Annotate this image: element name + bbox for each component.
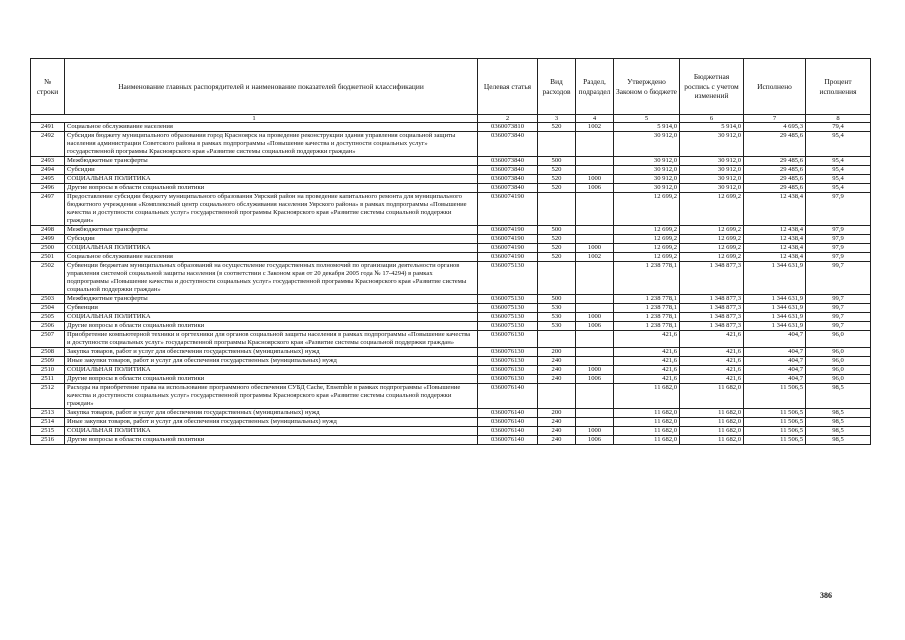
cell-approved: 11 682,0 [614, 436, 680, 445]
table-row [31, 384, 871, 409]
cell-target: 0360075130 [478, 322, 538, 331]
cell-row-no: 2496 [31, 184, 65, 193]
cell-row-no: 2513 [31, 409, 65, 418]
cell-name: Предоставление субсидии бюджету муниципального образования Уярский район на проведение капитального ремонта для муниципального бюджетного учреждения «Комплексный центр социального обслуживания населения Уярского района» в рамках подпрограммы «Повышение качества и доступности социальных услуг» государственной программы Красноярского края «Развитие системы социальной поддержки граждан» [65, 193, 478, 226]
cell-target: 0360074190 [478, 253, 538, 262]
cell-percent: 98,5 [806, 427, 871, 436]
cell-row-no: 2511 [31, 375, 65, 384]
cell-percent: 95,4 [806, 132, 871, 157]
cell-target: 0360076140 [478, 436, 538, 445]
cell-executed: 1 344 631,9 [744, 262, 806, 295]
cell-row-no: 2492 [31, 132, 65, 157]
column-number-2: 2 [478, 115, 538, 123]
cell-row-no: 2500 [31, 244, 65, 253]
cell-percent: 95,4 [806, 184, 871, 193]
cell-kind: 530 [538, 313, 576, 322]
cell-name: СОЦИАЛЬНАЯ ПОЛИТИКА [65, 313, 478, 322]
cell-budget: 11 682,0 [680, 409, 744, 418]
table-row [31, 175, 871, 184]
cell-kind: 530 [538, 322, 576, 331]
cell-kind: 240 [538, 427, 576, 436]
cell-budget: 1 348 877,3 [680, 313, 744, 322]
header-name: Наименование главных распорядителей и наименование показателей бюджетной классификации [65, 59, 478, 115]
cell-section [576, 226, 614, 235]
cell-kind: 500 [538, 295, 576, 304]
table-row [31, 262, 871, 295]
cell-approved: 30 912,0 [614, 132, 680, 157]
cell-budget: 30 912,0 [680, 184, 744, 193]
cell-budget: 11 682,0 [680, 384, 744, 409]
cell-kind: 240 [538, 366, 576, 375]
cell-kind: 520 [538, 184, 576, 193]
cell-executed: 1 344 631,9 [744, 304, 806, 313]
cell-executed: 404,7 [744, 331, 806, 348]
cell-kind: 520 [538, 235, 576, 244]
cell-target: 0360076130 [478, 348, 538, 357]
cell-section [576, 357, 614, 366]
cell-percent: 99,7 [806, 313, 871, 322]
cell-name: Другие вопросы в области социальной политики [65, 436, 478, 445]
cell-section: 1006 [576, 184, 614, 193]
cell-kind: 520 [538, 123, 576, 132]
cell-kind: 200 [538, 348, 576, 357]
cell-executed: 404,7 [744, 348, 806, 357]
cell-kind [538, 384, 576, 409]
cell-percent: 99,7 [806, 262, 871, 295]
column-number-1: 1 [31, 115, 478, 123]
cell-name: СОЦИАЛЬНАЯ ПОЛИТИКА [65, 427, 478, 436]
cell-section [576, 157, 614, 166]
cell-budget: 1 348 877,3 [680, 304, 744, 313]
cell-name: Расходы на приобретение права на использование программного обеспечения СУБД Cache, Ensemble в рамках подпрограммы «Повышение качества и доступности социальных услуг» государственной программы Красноярского края «Развитие системы социальной поддержки граждан» [65, 384, 478, 409]
cell-row-no: 2507 [31, 331, 65, 348]
cell-budget: 1 348 877,3 [680, 322, 744, 331]
cell-budget: 421,6 [680, 366, 744, 375]
cell-approved: 30 912,0 [614, 166, 680, 175]
cell-name: СОЦИАЛЬНАЯ ПОЛИТИКА [65, 175, 478, 184]
cell-row-no: 2504 [31, 304, 65, 313]
cell-percent: 79,4 [806, 123, 871, 132]
cell-section [576, 418, 614, 427]
cell-target: 0360076130 [478, 366, 538, 375]
cell-section: 1002 [576, 123, 614, 132]
cell-name: Закупка товаров, работ и услуг для обеспечения государственных (муниципальных) нужд [65, 409, 478, 418]
cell-percent: 98,5 [806, 409, 871, 418]
cell-approved: 5 914,0 [614, 123, 680, 132]
cell-executed: 11 506,5 [744, 427, 806, 436]
table-body [31, 123, 871, 445]
cell-budget: 11 682,0 [680, 427, 744, 436]
cell-name: Субвенции бюджетам муниципальных образований на осуществление государственных полномочий по организации деятельности органов управления системой социальной защиты населения (в соответствии с Законом края от 20 декабря 2005 года № 17-4294) в рамках подпрограммы «Повышение качества и доступности социальных услуг» государственной программы Красноярского края «Развитие системы социальной поддержки граждан» [65, 262, 478, 295]
cell-kind [538, 193, 576, 226]
cell-budget: 11 682,0 [680, 418, 744, 427]
cell-executed: 29 485,6 [744, 175, 806, 184]
cell-percent: 99,7 [806, 295, 871, 304]
cell-executed: 404,7 [744, 366, 806, 375]
cell-kind: 240 [538, 357, 576, 366]
cell-kind: 520 [538, 166, 576, 175]
cell-approved: 12 699,2 [614, 253, 680, 262]
cell-budget: 12 699,2 [680, 253, 744, 262]
cell-percent: 95,4 [806, 157, 871, 166]
table-row [31, 357, 871, 366]
cell-executed: 1 344 631,9 [744, 322, 806, 331]
cell-section [576, 132, 614, 157]
cell-percent: 96,0 [806, 357, 871, 366]
cell-approved: 12 699,2 [614, 193, 680, 226]
cell-percent: 98,5 [806, 436, 871, 445]
cell-percent: 99,7 [806, 322, 871, 331]
cell-kind: 240 [538, 375, 576, 384]
table-row [31, 166, 871, 175]
cell-section: 1000 [576, 366, 614, 375]
cell-row-no: 2503 [31, 295, 65, 304]
cell-target: 0360076140 [478, 409, 538, 418]
cell-executed: 12 438,4 [744, 235, 806, 244]
header-target: Целевая статья [478, 59, 538, 115]
cell-row-no: 2494 [31, 166, 65, 175]
cell-name: Субсидии [65, 166, 478, 175]
cell-budget: 421,6 [680, 348, 744, 357]
cell-percent: 96,0 [806, 366, 871, 375]
cell-kind: 520 [538, 244, 576, 253]
cell-percent: 97,9 [806, 253, 871, 262]
cell-row-no: 2491 [31, 123, 65, 132]
table-row [31, 366, 871, 375]
cell-approved: 1 238 778,1 [614, 322, 680, 331]
cell-row-no: 2508 [31, 348, 65, 357]
cell-section [576, 166, 614, 175]
cell-budget: 12 699,2 [680, 226, 744, 235]
cell-target: 0360074190 [478, 244, 538, 253]
cell-name: Приобретение компьютерной техники и оргтехники для органов социальной защиты населения в рамках подпрограммы «Повышение качества и доступности социальных услуг» государственной программы Красноярского края «Развитие системы социальной поддержки граждан» [65, 331, 478, 348]
cell-percent: 97,9 [806, 235, 871, 244]
cell-row-no: 2502 [31, 262, 65, 295]
cell-row-no: 2516 [31, 436, 65, 445]
table-row [31, 304, 871, 313]
cell-executed: 12 438,4 [744, 253, 806, 262]
cell-row-no: 2515 [31, 427, 65, 436]
column-number-7: 7 [744, 115, 806, 123]
table-row [31, 331, 871, 348]
cell-row-no: 2506 [31, 322, 65, 331]
cell-name: Субсидии [65, 235, 478, 244]
cell-approved: 11 682,0 [614, 427, 680, 436]
cell-name: Закупка товаров, работ и услуг для обеспечения государственных (муниципальных) нужд [65, 348, 478, 357]
cell-approved: 421,6 [614, 357, 680, 366]
cell-executed: 1 344 631,9 [744, 295, 806, 304]
cell-target: 0360075130 [478, 295, 538, 304]
cell-percent: 97,9 [806, 244, 871, 253]
cell-budget: 421,6 [680, 331, 744, 348]
cell-executed: 12 438,4 [744, 226, 806, 235]
budget-table-container [30, 58, 870, 445]
cell-name: Социальное обслуживание населения [65, 253, 478, 262]
cell-name: Межбюджетные трансферты [65, 157, 478, 166]
cell-name: Социальное обслуживание населения [65, 123, 478, 132]
table-row [31, 375, 871, 384]
cell-kind [538, 331, 576, 348]
cell-executed: 29 485,6 [744, 157, 806, 166]
table-row [31, 409, 871, 418]
table-row [31, 193, 871, 226]
cell-target: 0360076140 [478, 384, 538, 409]
cell-kind: 520 [538, 253, 576, 262]
cell-budget: 12 699,2 [680, 244, 744, 253]
cell-executed: 29 485,6 [744, 166, 806, 175]
cell-name: Другие вопросы в области социальной политики [65, 184, 478, 193]
cell-section [576, 331, 614, 348]
header-row [31, 59, 871, 115]
cell-target: 0360074190 [478, 235, 538, 244]
cell-name: Межбюджетные трансферты [65, 295, 478, 304]
table-row [31, 436, 871, 445]
cell-executed: 11 506,5 [744, 418, 806, 427]
cell-percent: 98,5 [806, 384, 871, 409]
cell-approved: 12 699,2 [614, 226, 680, 235]
cell-budget: 12 699,2 [680, 193, 744, 226]
cell-row-no: 2509 [31, 357, 65, 366]
column-number-6: 6 [680, 115, 744, 123]
cell-name: Иные закупки товаров, работ и услуг для обеспечения государственных (муниципальных) нужд [65, 418, 478, 427]
header-budget: Бюджетная роспись с учетом изменений [680, 59, 744, 115]
column-number-5: 5 [614, 115, 680, 123]
cell-approved: 11 682,0 [614, 384, 680, 409]
cell-name: Другие вопросы в области социальной политики [65, 322, 478, 331]
cell-budget: 1 348 877,3 [680, 262, 744, 295]
cell-section [576, 409, 614, 418]
cell-name: СОЦИАЛЬНАЯ ПОЛИТИКА [65, 366, 478, 375]
table-row [31, 313, 871, 322]
cell-percent: 96,0 [806, 331, 871, 348]
cell-section: 1000 [576, 175, 614, 184]
cell-percent: 95,4 [806, 175, 871, 184]
cell-row-no: 2510 [31, 366, 65, 375]
header-percent: Процент исполнения [806, 59, 871, 115]
header-kind: Вид расходов [538, 59, 576, 115]
cell-percent: 96,0 [806, 375, 871, 384]
cell-section [576, 304, 614, 313]
cell-kind: 240 [538, 436, 576, 445]
cell-kind: 240 [538, 418, 576, 427]
cell-target: 0360073810 [478, 123, 538, 132]
cell-name: Иные закупки товаров, работ и услуг для обеспечения государственных (муниципальных) нужд [65, 357, 478, 366]
cell-row-no: 2501 [31, 253, 65, 262]
cell-section: 1000 [576, 244, 614, 253]
cell-budget: 421,6 [680, 375, 744, 384]
cell-budget: 5 914,0 [680, 123, 744, 132]
cell-approved: 12 699,2 [614, 235, 680, 244]
cell-executed: 11 506,5 [744, 409, 806, 418]
cell-target: 0360075130 [478, 262, 538, 295]
cell-approved: 421,6 [614, 331, 680, 348]
cell-target: 0360074190 [478, 226, 538, 235]
page-number: 386 [820, 591, 832, 600]
cell-executed: 404,7 [744, 357, 806, 366]
cell-name: СОЦИАЛЬНАЯ ПОЛИТИКА [65, 244, 478, 253]
cell-name: Субсидия бюджету муниципального образования город Красноярск на проведение реконструкции здания управления социальной защиты населения администрации Советского района в рамках подпрограммы «Повышение качества и доступности социальных услуг» государственной программы Красноярского края «Развитие системы социальной поддержки граждан» [65, 132, 478, 157]
table-row [31, 123, 871, 132]
cell-approved: 421,6 [614, 375, 680, 384]
cell-row-no: 2505 [31, 313, 65, 322]
table-row [31, 253, 871, 262]
cell-kind: 200 [538, 409, 576, 418]
cell-section: 1000 [576, 313, 614, 322]
cell-approved: 30 912,0 [614, 184, 680, 193]
cell-executed: 29 485,6 [744, 184, 806, 193]
cell-section [576, 193, 614, 226]
cell-percent: 97,9 [806, 226, 871, 235]
cell-approved: 421,6 [614, 348, 680, 357]
cell-target: 0360075130 [478, 304, 538, 313]
table-row [31, 295, 871, 304]
cell-budget: 421,6 [680, 357, 744, 366]
cell-approved: 1 238 778,1 [614, 304, 680, 313]
table-row [31, 184, 871, 193]
cell-section: 1002 [576, 253, 614, 262]
cell-section [576, 262, 614, 295]
cell-executed: 11 506,5 [744, 436, 806, 445]
cell-row-no: 2499 [31, 235, 65, 244]
column-number-4: 4 [576, 115, 614, 123]
cell-executed: 29 485,6 [744, 132, 806, 157]
cell-budget: 11 682,0 [680, 436, 744, 445]
cell-kind [538, 132, 576, 157]
table-row [31, 244, 871, 253]
cell-target: 0360073840 [478, 157, 538, 166]
table-row [31, 157, 871, 166]
cell-kind: 530 [538, 304, 576, 313]
cell-percent: 99,7 [806, 304, 871, 313]
column-number-row [31, 115, 871, 123]
cell-target: 0360076140 [478, 418, 538, 427]
cell-percent: 96,0 [806, 348, 871, 357]
cell-budget: 30 912,0 [680, 175, 744, 184]
cell-approved: 1 238 778,1 [614, 313, 680, 322]
table-row [31, 418, 871, 427]
cell-target: 0360073840 [478, 175, 538, 184]
cell-row-no: 2493 [31, 157, 65, 166]
cell-budget: 30 912,0 [680, 132, 744, 157]
cell-section [576, 295, 614, 304]
cell-budget: 1 348 877,3 [680, 295, 744, 304]
cell-kind: 520 [538, 175, 576, 184]
cell-approved: 12 699,2 [614, 244, 680, 253]
cell-approved: 30 912,0 [614, 157, 680, 166]
cell-target: 0360076130 [478, 331, 538, 348]
cell-executed: 1 344 631,9 [744, 313, 806, 322]
cell-target: 0360073840 [478, 132, 538, 157]
budget-table [30, 58, 871, 445]
cell-approved: 11 682,0 [614, 409, 680, 418]
cell-section: 1006 [576, 436, 614, 445]
cell-name: Субвенции [65, 304, 478, 313]
cell-percent: 98,5 [806, 418, 871, 427]
cell-section [576, 235, 614, 244]
cell-kind: 500 [538, 157, 576, 166]
cell-section [576, 348, 614, 357]
cell-section: 1006 [576, 375, 614, 384]
header-approved: Утверждено Законом о бюджете [614, 59, 680, 115]
cell-section: 1000 [576, 427, 614, 436]
column-number-8: 8 [806, 115, 871, 123]
cell-approved: 30 912,0 [614, 175, 680, 184]
cell-target: 0360076130 [478, 357, 538, 366]
cell-approved: 421,6 [614, 366, 680, 375]
cell-approved: 11 682,0 [614, 418, 680, 427]
table-row [31, 226, 871, 235]
cell-target: 0360076140 [478, 427, 538, 436]
table-row [31, 427, 871, 436]
cell-executed: 4 695,3 [744, 123, 806, 132]
cell-target: 0360074190 [478, 193, 538, 226]
header-section: Раздел, подраздел [576, 59, 614, 115]
cell-section [576, 384, 614, 409]
header-executed: Исполнено [744, 59, 806, 115]
cell-name: Другие вопросы в области социальной политики [65, 375, 478, 384]
cell-target: 0360076130 [478, 375, 538, 384]
header-row-no: № строки [31, 59, 65, 115]
cell-section: 1006 [576, 322, 614, 331]
cell-row-no: 2498 [31, 226, 65, 235]
cell-target: 0360075130 [478, 313, 538, 322]
table-row [31, 348, 871, 357]
cell-row-no: 2495 [31, 175, 65, 184]
cell-kind: 500 [538, 226, 576, 235]
cell-executed: 11 506,5 [744, 384, 806, 409]
cell-target: 0360073840 [478, 166, 538, 175]
column-number-3: 3 [538, 115, 576, 123]
cell-budget: 30 912,0 [680, 157, 744, 166]
cell-executed: 12 438,4 [744, 244, 806, 253]
cell-kind [538, 262, 576, 295]
table-row [31, 322, 871, 331]
cell-approved: 1 238 778,1 [614, 262, 680, 295]
table-row [31, 235, 871, 244]
cell-name: Межбюджетные трансферты [65, 226, 478, 235]
cell-row-no: 2514 [31, 418, 65, 427]
cell-row-no: 2497 [31, 193, 65, 226]
cell-budget: 12 699,2 [680, 235, 744, 244]
table-row [31, 132, 871, 157]
cell-row-no: 2512 [31, 384, 65, 409]
cell-executed: 404,7 [744, 375, 806, 384]
cell-percent: 95,4 [806, 166, 871, 175]
cell-executed: 12 438,4 [744, 193, 806, 226]
cell-approved: 1 238 778,1 [614, 295, 680, 304]
cell-target: 0360073840 [478, 184, 538, 193]
cell-budget: 30 912,0 [680, 166, 744, 175]
cell-percent: 97,9 [806, 193, 871, 226]
